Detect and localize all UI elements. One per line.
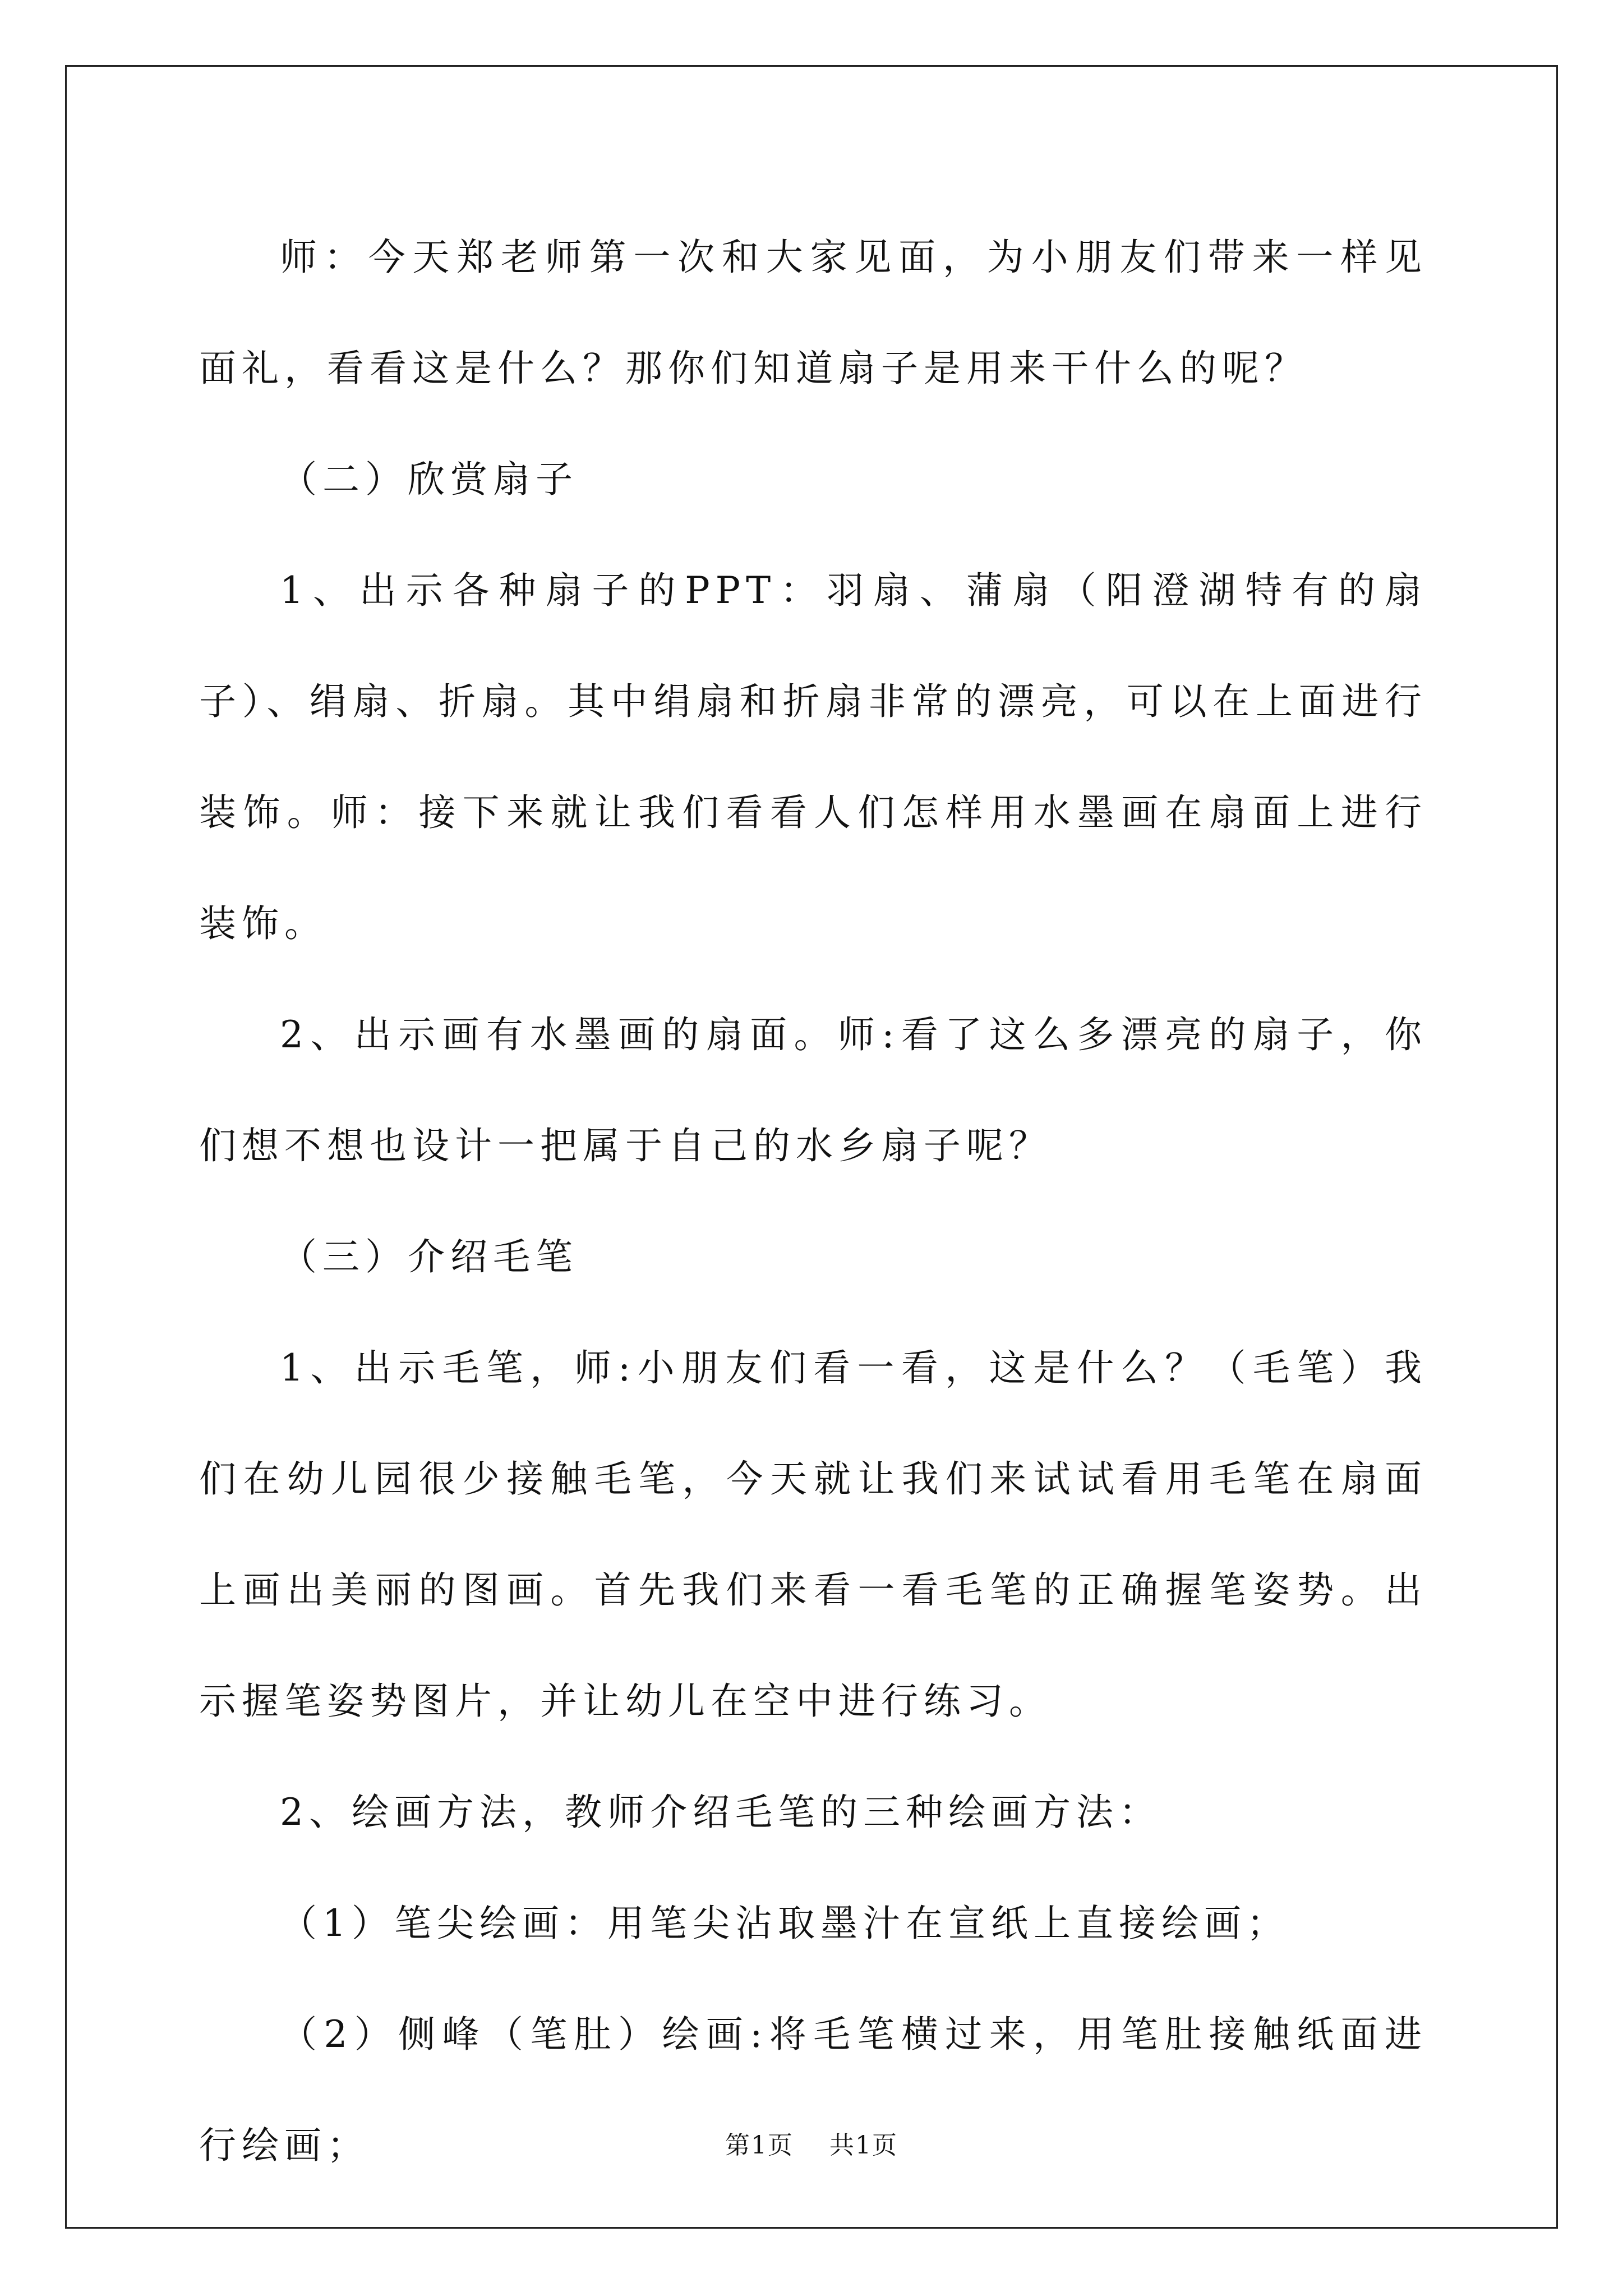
page-number: 第1页: [725, 2131, 794, 2160]
paragraph-8: （1）笔尖绘画：用笔尖沾取墨汁在宣纸上直接绘画；: [280, 1902, 1289, 1945]
paragraph-4: 2、出示画有水墨画的扇面。师:看了这么多漂亮的扇子，你们想不想也设计一把属于自己的水乡扇子呢？: [199, 1013, 1427, 1167]
page-total: 共1页: [829, 2131, 898, 2160]
paragraph-9: （2）侧峰（笔肚）绘画:将毛笔横过来，用笔肚接触纸面进行绘画；: [199, 2013, 1427, 2167]
paragraph-7: 2、绘画方法，教师介绍毛笔的三种绘画方法：: [280, 1791, 1161, 1834]
section-heading-2: （二）欣赏扇子: [280, 458, 578, 501]
paragraph-3: 1、出示各种扇子的PPT：羽扇、蒲扇（阳澄湖特有的扇子）、绢扇、折扇。其中绢扇和折扇非常的漂亮，可以在上面进行装饰。师：接下来就让我们看看人们怎样用水墨画在扇面上进行装饰。: [199, 569, 1427, 945]
page-footer: [0, 2129, 1623, 2162]
document-body: [199, 202, 1427, 2201]
section-heading-3: （三）介绍毛笔: [280, 1235, 578, 1278]
paragraph-1: 师：今天郑老师第一次和大家见面，为小朋友们带来一样见面礼，看看这是什么？那你们知道扇子是用来干什么的呢？: [199, 236, 1427, 390]
paragraph-6: 1、出示毛笔，师:小朋友们看一看，这是什么？（毛笔）我们在幼儿园很少接触毛笔，今天就让我们来试试看用毛笔在扇面上画出美丽的图画。首先我们来看一看毛笔的正确握笔姿势。出示握笔姿势图片，并让幼儿在空中进行练习。: [199, 1346, 1427, 1723]
